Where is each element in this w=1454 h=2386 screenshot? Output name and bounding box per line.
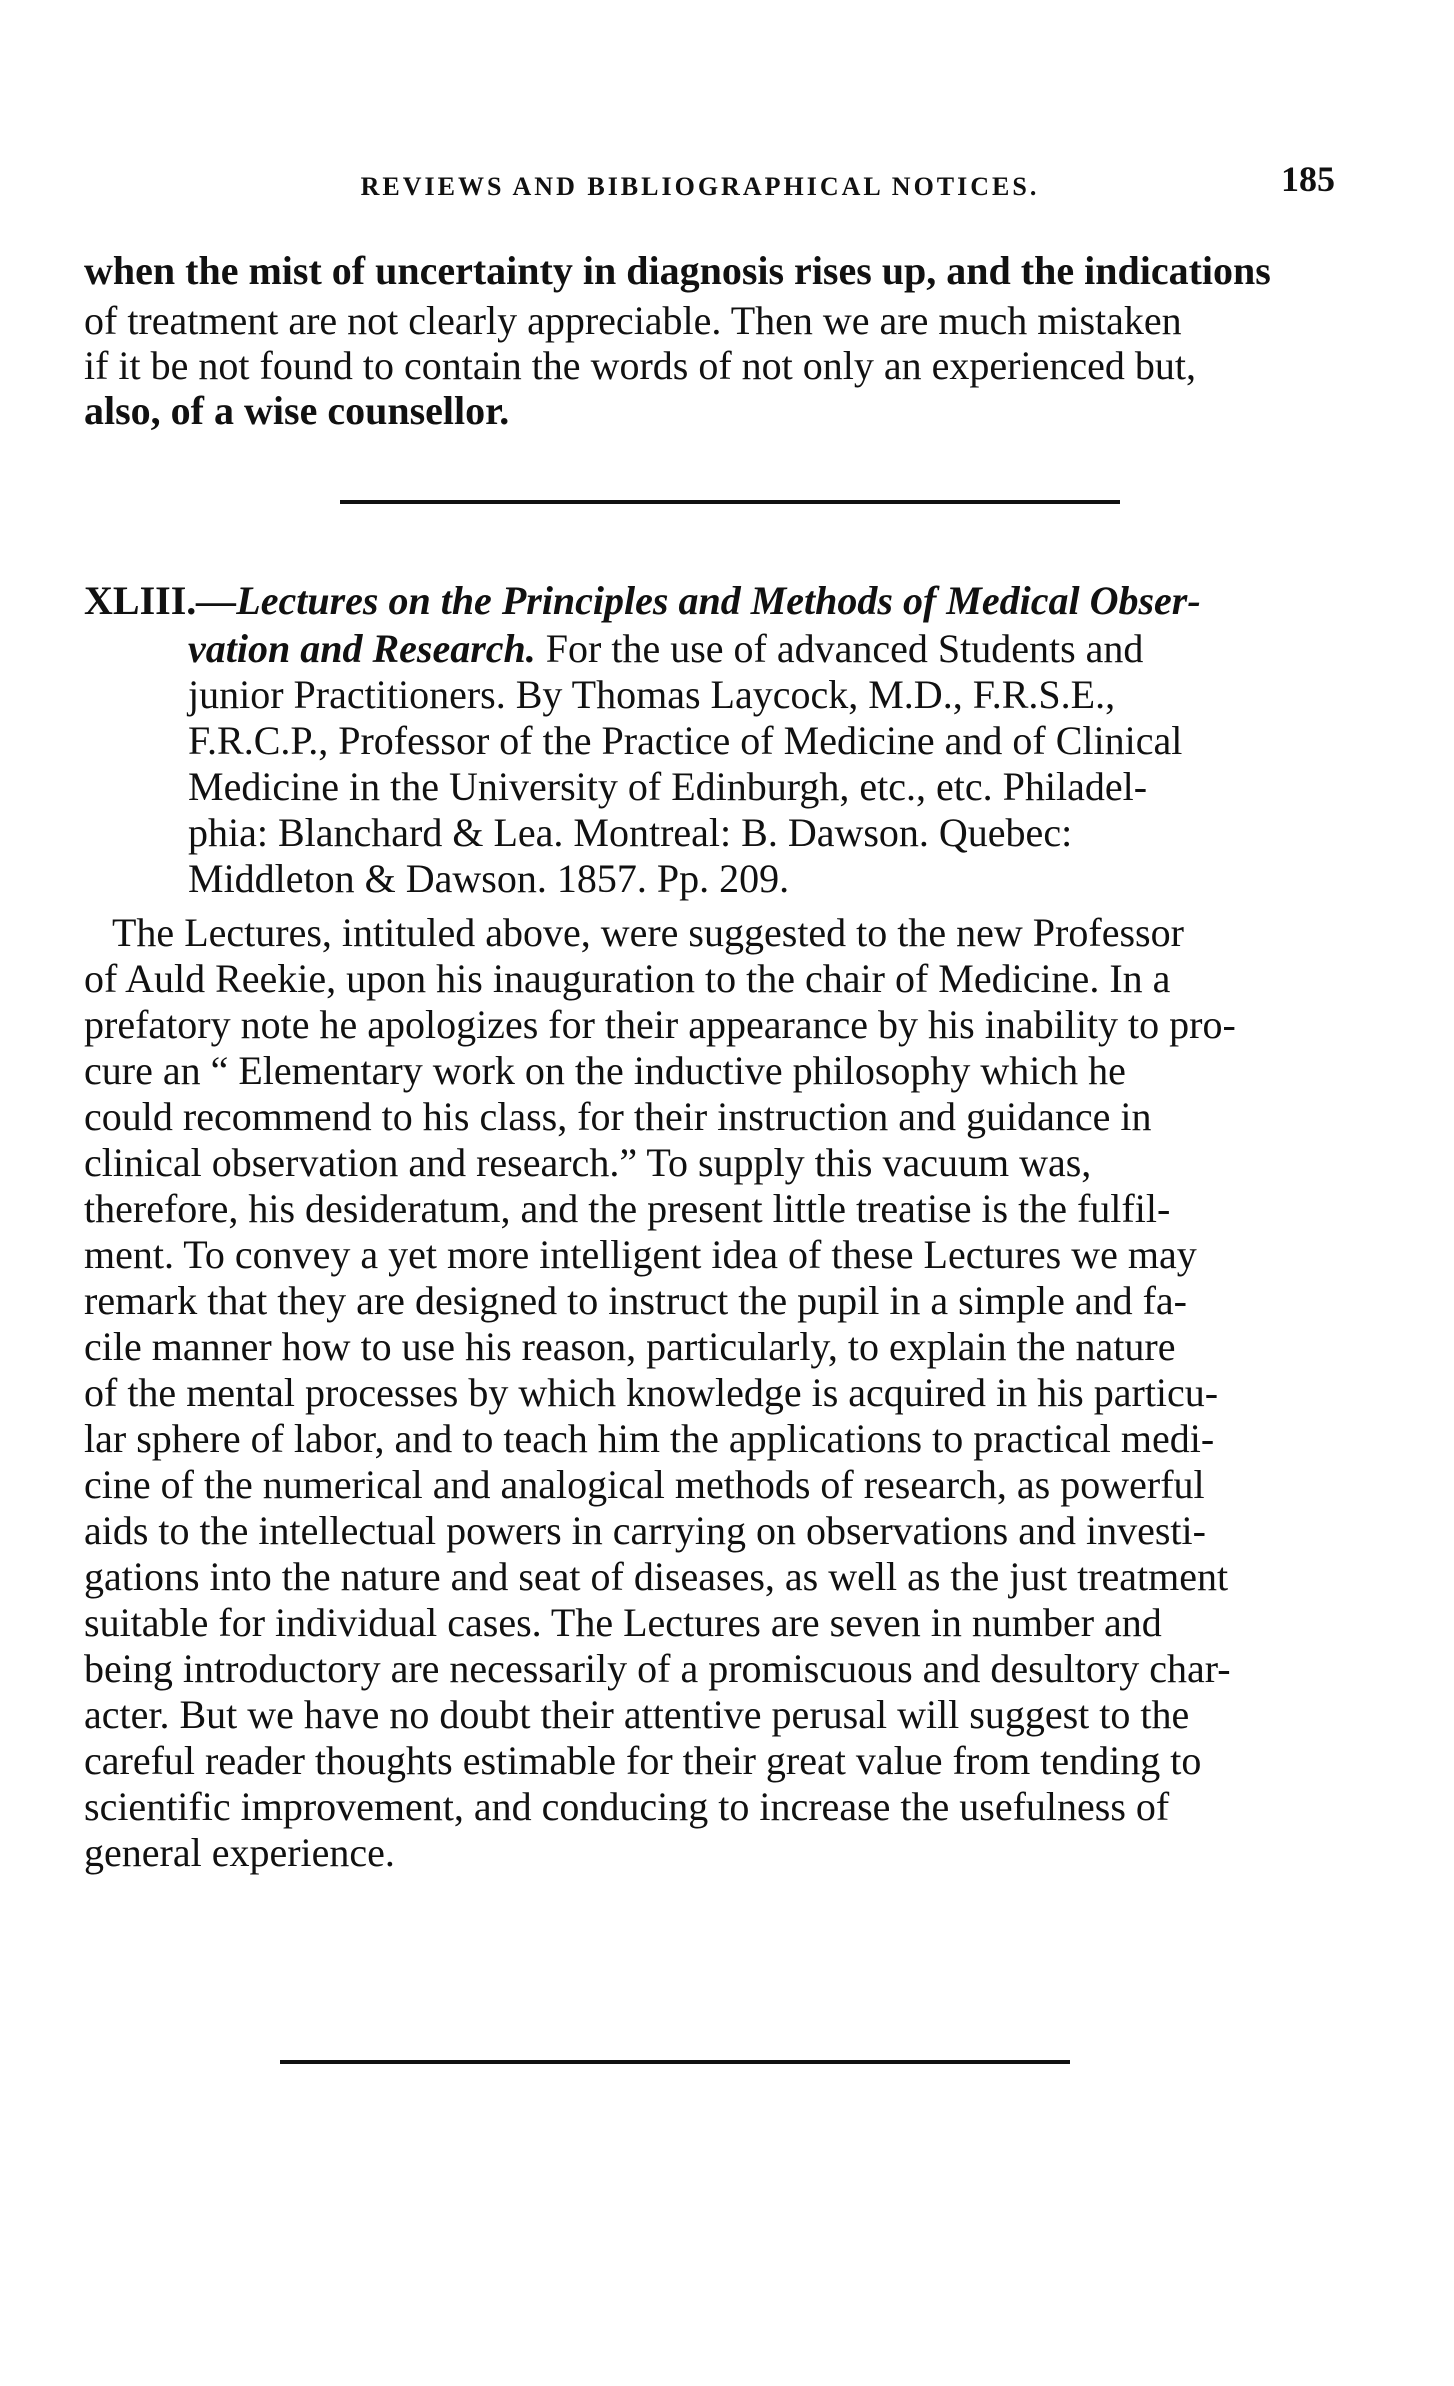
entry-heading: [84, 576, 1201, 626]
continuation-line: of treatment are not clearly appreciable. Then we are much mistaken: [84, 298, 1182, 343]
entry-description: For the use of advanced Students and: [535, 626, 1144, 671]
review-line: cile manner how to use his reason, particularly, to explain the nature: [84, 1324, 1176, 1369]
continuation-line: when the mist of uncertainty in diagnosis rises up, and the indications: [84, 248, 1271, 293]
review-line: aids to the intellectual powers in carrying on observations and investi-: [84, 1508, 1206, 1553]
review-line: clinical observation and research.” To supply this vacuum was,: [84, 1140, 1092, 1185]
review-line: therefore, his desideratum, and the present little treatise is the fulfil-: [84, 1186, 1171, 1231]
entry-line: F.R.C.P., Professor of the Practice of Medicine and of Clinical: [188, 718, 1183, 763]
review-line: prefatory note he apologizes for their appearance by his inability to pro-: [84, 1002, 1236, 1047]
entry-line: junior Practitioners. By Thomas Laycock, M.D., F.R.S.E.,: [188, 672, 1116, 717]
review-line: scientific improvement, and conducing to increase the usefulness of: [84, 1784, 1170, 1829]
review-line: of Auld Reekie, upon his inauguration to the chair of Medicine. In a: [84, 956, 1171, 1001]
entry-title-cont: vation and Research.: [188, 626, 536, 671]
review-line: could recommend to his class, for their instruction and guidance in: [84, 1094, 1152, 1139]
review-line: The Lectures, intituled above, were suggested to the new Professor: [112, 910, 1184, 955]
review-line: suitable for individual cases. The Lectures are seven in number and: [84, 1600, 1162, 1645]
continuation-line: also, of a wise counsellor.: [84, 388, 510, 433]
review-line: careful reader thoughts estimable for their great value from tending to: [84, 1738, 1202, 1783]
page-number: 185: [1281, 159, 1335, 199]
review-line: being introductory are necessarily of a promiscuous and desultory char-: [84, 1646, 1231, 1691]
section-divider: [340, 500, 1120, 504]
review-line: gations into the nature and seat of diseases, as well as the just treatment: [84, 1554, 1229, 1599]
review-line: cine of the numerical and analogical methods of research, as powerful: [84, 1462, 1205, 1507]
entry-line: phia: Blanchard & Lea. Montreal: B. Dawson. Quebec:: [188, 810, 1073, 855]
entry-title: —Lectures on the Principles and Methods of Medical Obser-: [196, 578, 1201, 623]
section-divider: [280, 2060, 1070, 2064]
entry-line: Middleton & Dawson. 1857. Pp. 209.: [188, 856, 790, 901]
entry-number: XLIII.: [84, 578, 197, 623]
running-header: REVIEWS AND BIBLIOGRAPHICAL NOTICES.: [360, 172, 1040, 201]
entry-line: [188, 624, 1143, 674]
review-line: of the mental processes by which knowledge is acquired in his particu-: [84, 1370, 1219, 1415]
review-line: ment. To convey a yet more intelligent idea of these Lectures we may: [84, 1232, 1197, 1277]
continuation-line: if it be not found to contain the words of not only an experienced but,: [84, 343, 1196, 388]
entry-line: Medicine in the University of Edinburgh, etc., etc. Philadel-: [188, 764, 1148, 809]
review-line: lar sphere of labor, and to teach him the applications to practical medi-: [84, 1416, 1215, 1461]
review-line: remark that they are designed to instruct the pupil in a simple and fa-: [84, 1278, 1187, 1323]
review-line: general experience.: [84, 1830, 395, 1875]
review-line: cure an “ Elementary work on the inductive philosophy which he: [84, 1048, 1126, 1093]
review-line: acter. But we have no doubt their attentive perusal will suggest to the: [84, 1692, 1190, 1737]
